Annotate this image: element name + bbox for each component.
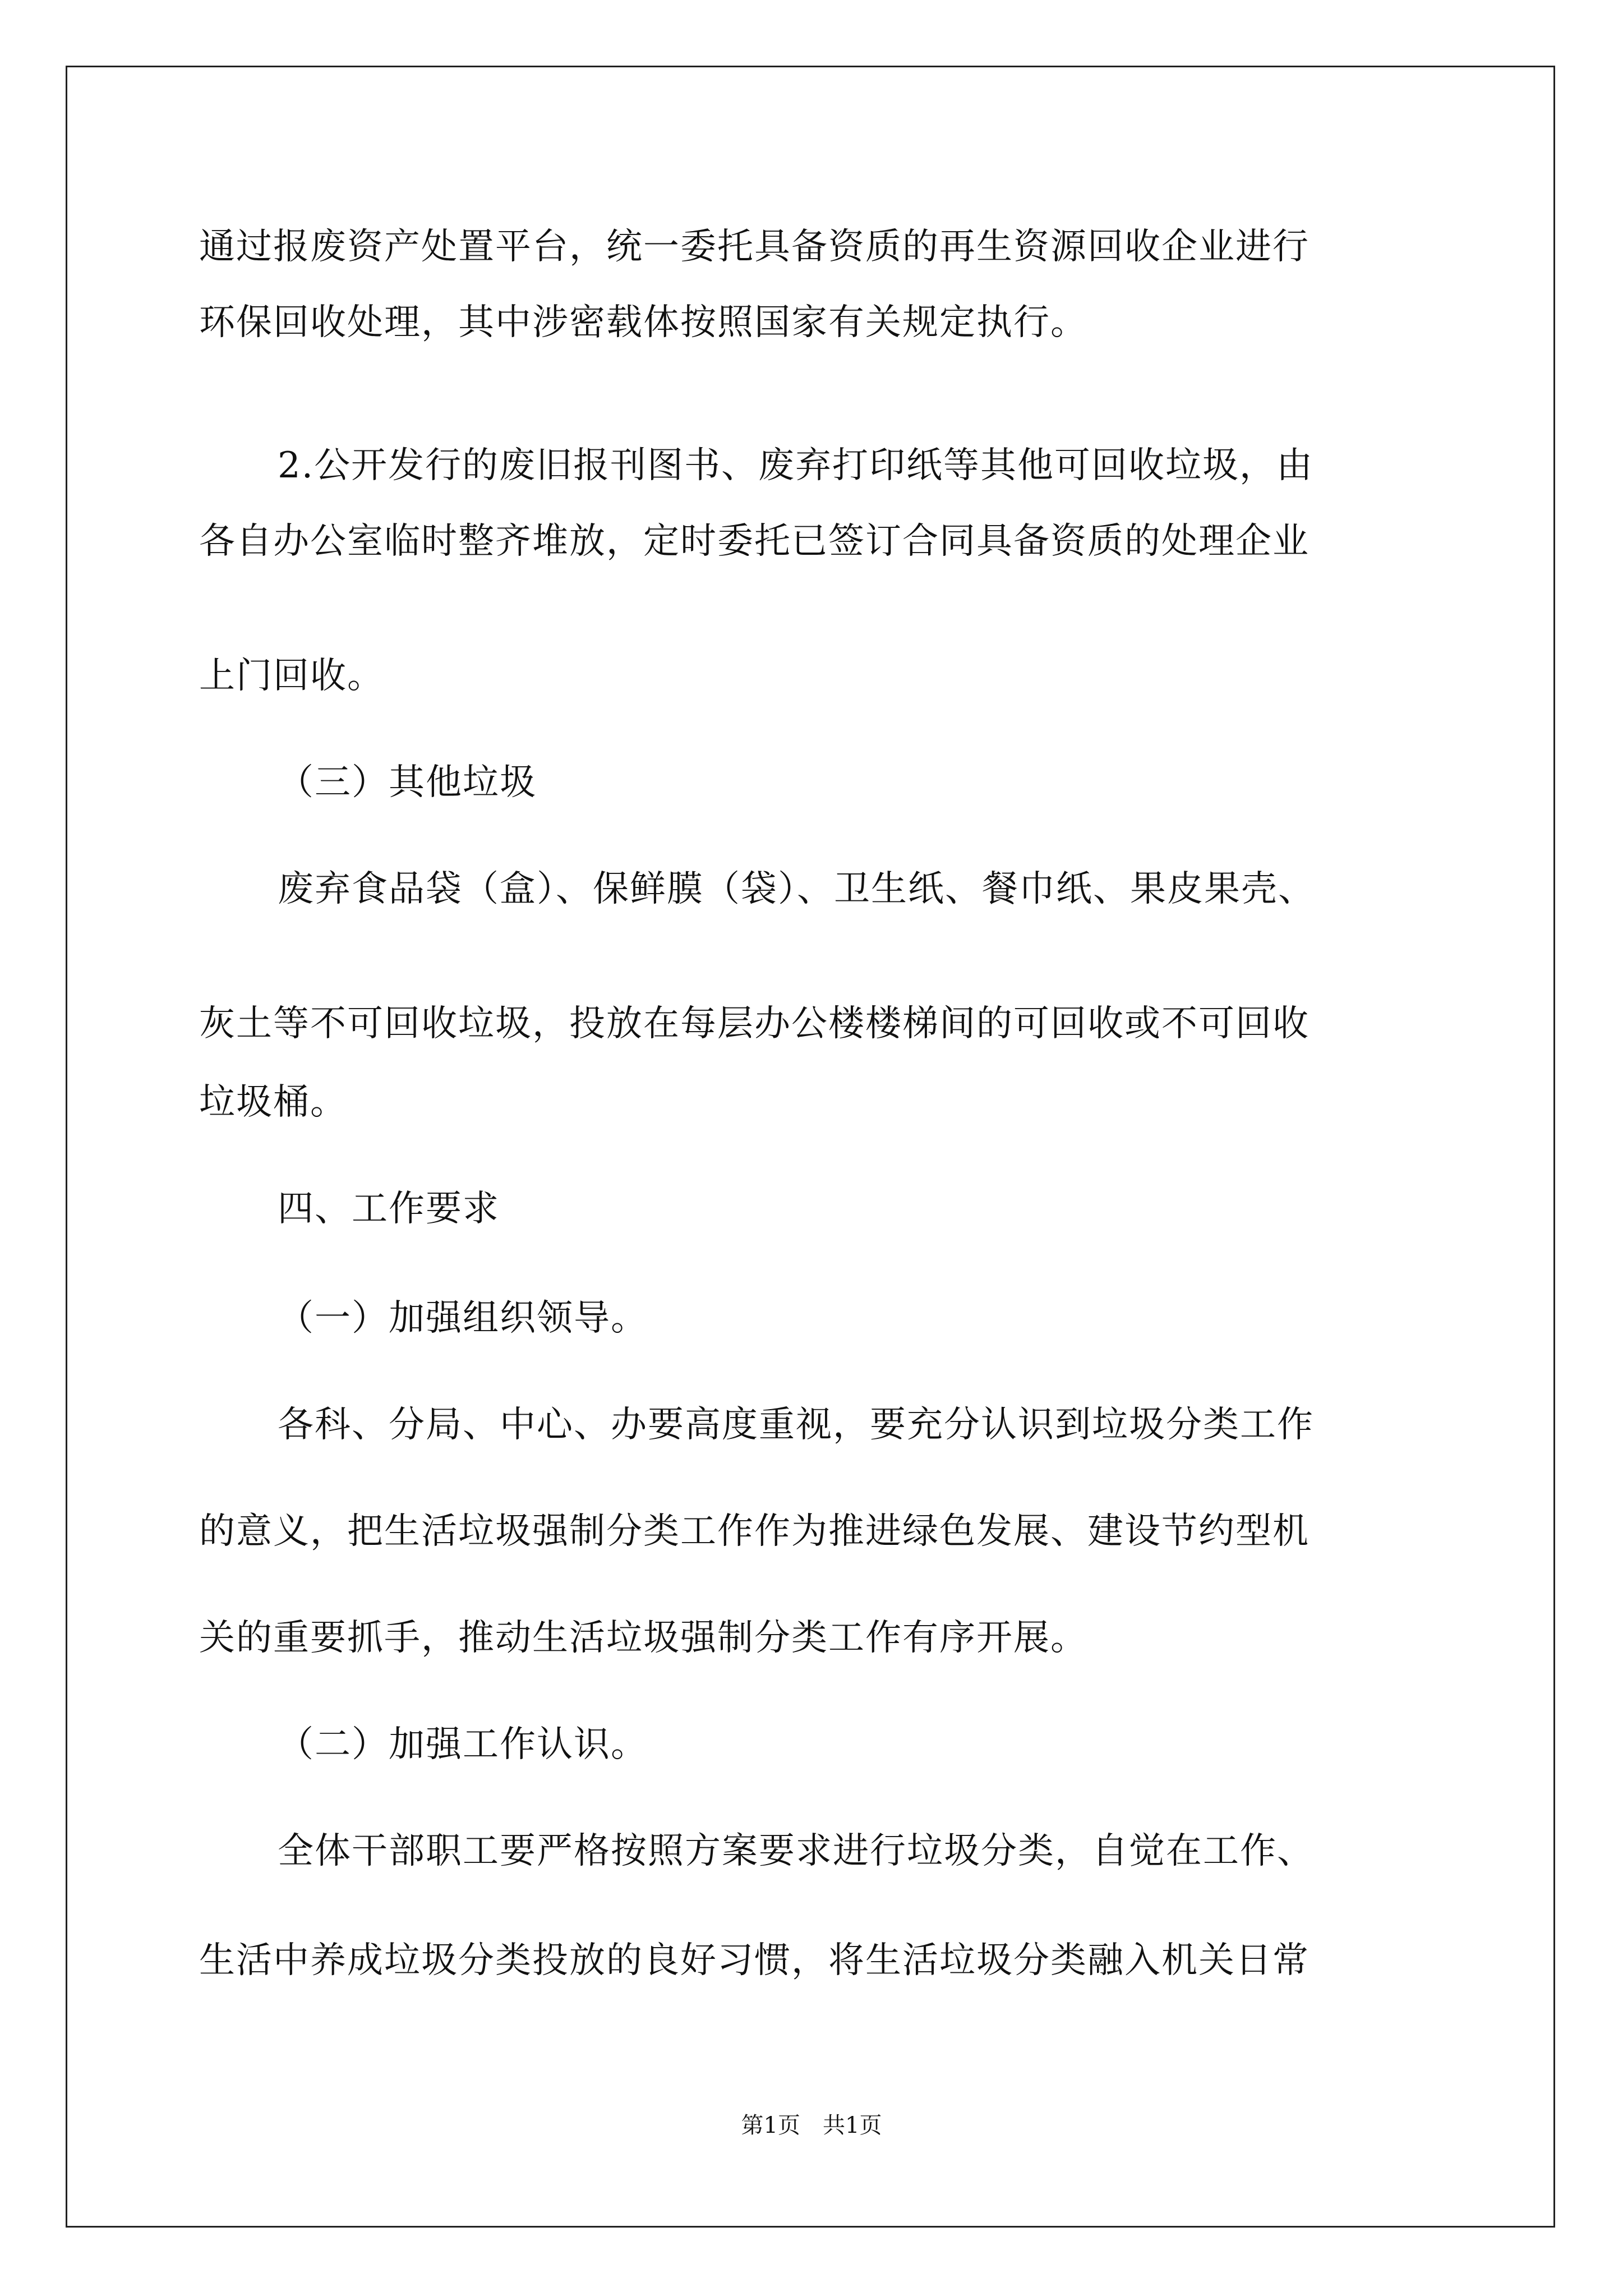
text-line: 废弃食品袋（盒）、保鲜膜（袋）、卫生纸、餐巾纸、果皮果壳、 (278, 868, 1315, 910)
text-line: 各自办公室临时整齐堆放，定时委托已签订合同具备资质的处理企业 (199, 521, 1310, 562)
section-heading: 四、工作要求 (278, 1188, 500, 1230)
text-line: 关的重要抓手，推动生活垃圾强制分类工作有序开展。 (199, 1617, 1087, 1659)
text-line: 环保回收处理，其中涉密载体按照国家有关规定执行。 (199, 302, 1087, 343)
text-line: 2.公开发行的废旧报刊图书、废弃打印纸等其他可回收垃圾，由 (278, 445, 1314, 486)
section-heading: （二）加强工作认识。 (278, 1724, 648, 1765)
text-line: 灰土等不可回收垃圾，投放在每层办公楼楼梯间的可回收或不可回收 (199, 1003, 1310, 1045)
text-line: 垃圾桶。 (199, 1082, 347, 1123)
text-line: 生活中养成垃圾分类投放的良好习惯，将生活垃圾分类融入机关日常 (199, 1940, 1310, 1981)
text-line: 上门回收。 (199, 655, 384, 697)
page-number-footer: 第1页 共1页 (741, 2113, 882, 2138)
text-line: 全体干部职工要严格按照方案要求进行垃圾分类，自觉在工作、 (278, 1830, 1314, 1872)
text-line: 通过报废资产处置平台，统一委托具备资质的再生资源回收企业进行 (199, 226, 1310, 268)
section-heading: （三）其他垃圾 (278, 762, 537, 803)
text-line: 的意义，把生活垃圾强制分类工作作为推进绿色发展、建设节约型机 (199, 1511, 1310, 1552)
page-border (66, 66, 1555, 2228)
text-line: 各科、分局、中心、办要高度重视，要充分认识到垃圾分类工作 (278, 1404, 1314, 1446)
section-heading: （一）加强组织领导。 (278, 1297, 648, 1339)
